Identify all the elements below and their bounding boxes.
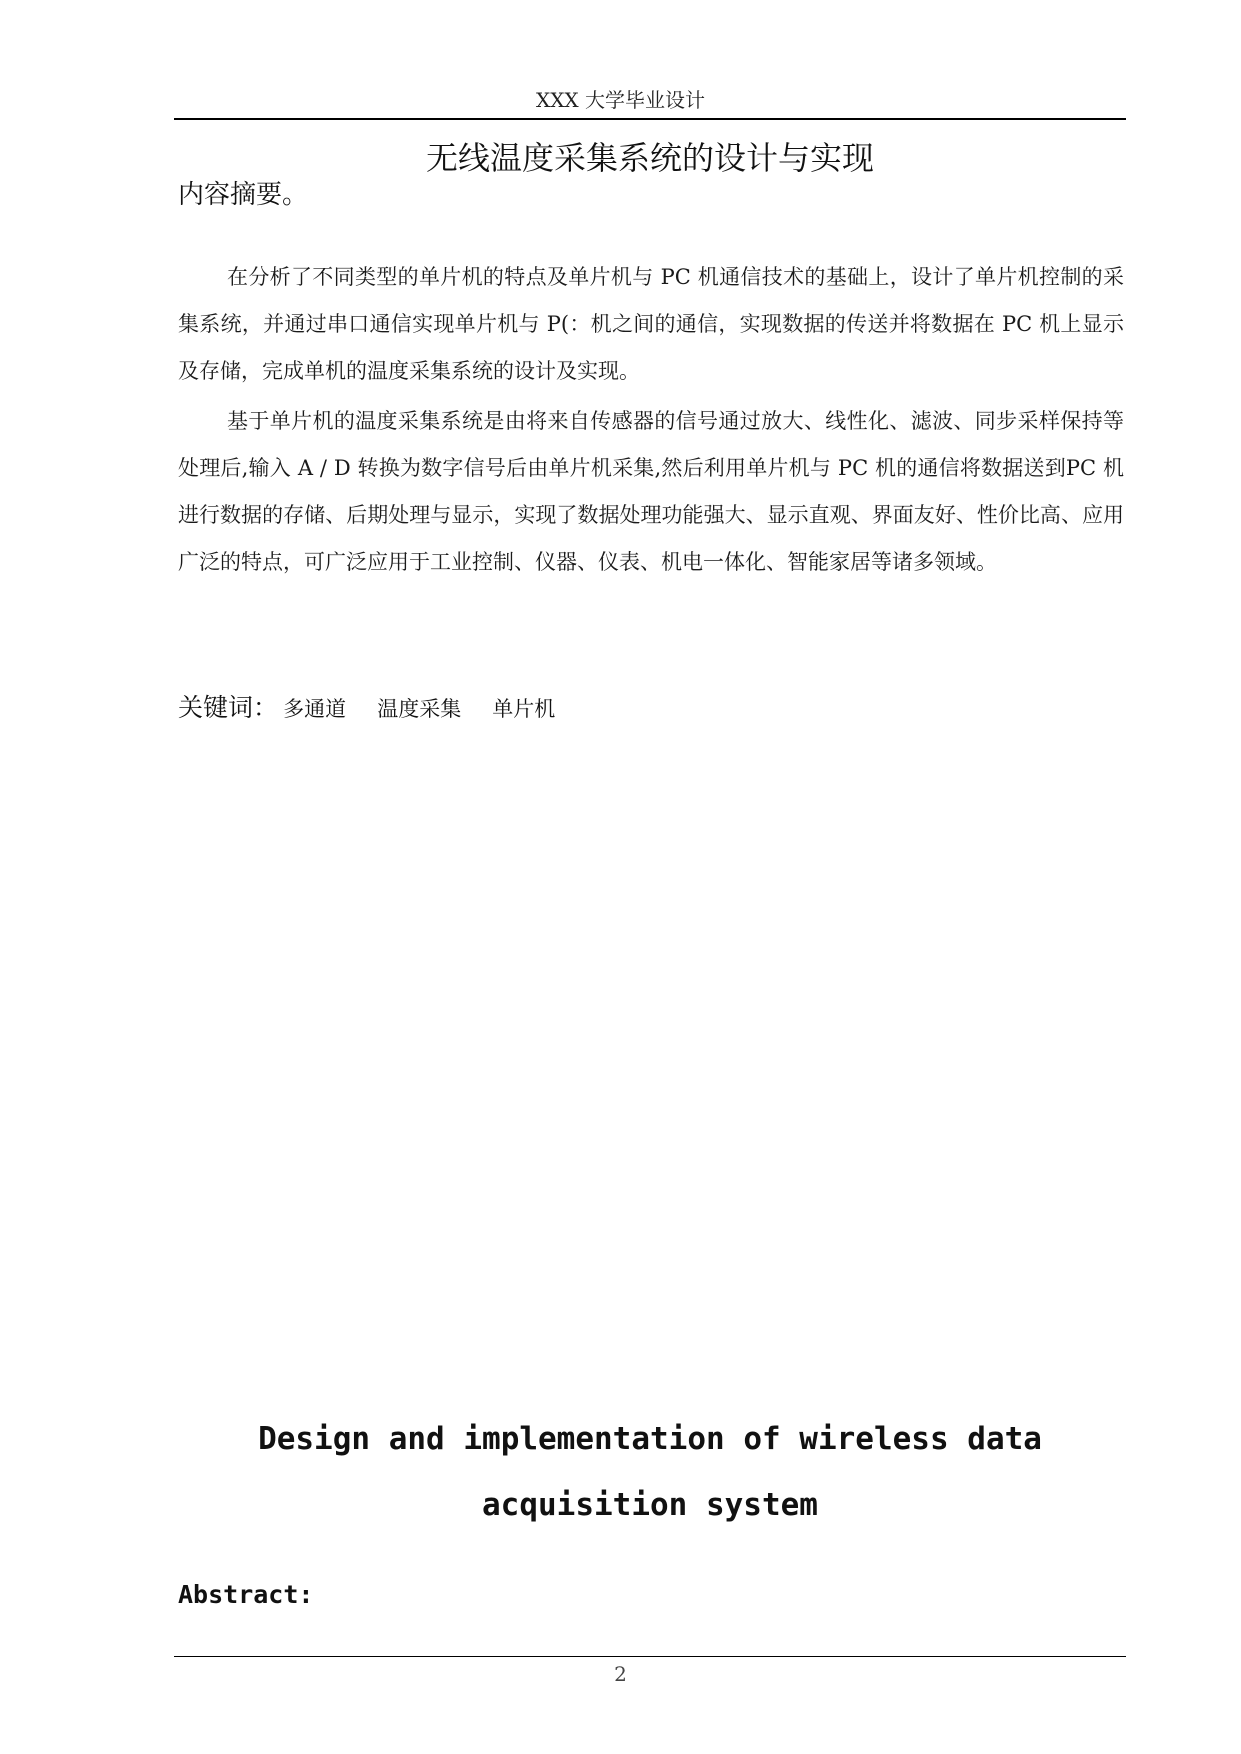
keyword: 温度采集 bbox=[377, 697, 462, 721]
keyword: 单片机 bbox=[492, 697, 556, 721]
abstract-paragraph-1: 在分析了不同类型的单片机的特点及单片机与 PC 机通信技术的基础上，设计了单片机控制的采集系统，并通过串口通信实现单片机与 P(：机之间的通信，实现数据的传送并将数据在 PC 机上显示及存储，完成单机的温度采集系统的设计及实现。 bbox=[178, 265, 1124, 383]
keywords-line bbox=[178, 688, 581, 724]
abstract-label-en: Abstract: bbox=[178, 1580, 314, 1609]
page-header: XXX 大学毕业设计 bbox=[535, 88, 706, 112]
footer-rule bbox=[174, 1656, 1126, 1657]
english-title: Design and implementation of wireless data acquisition system bbox=[258, 1421, 1042, 1523]
abstract-paragraph-2: 基于单片机的温度采集系统是由将来自传感器的信号通过放大、线性化、滤波、同步采样保持等处理后,输入 A / D 转换为数字信号后由单片机采集,然后利用单片机与 PC 机的通信将数据送到PC 机进行数据的存储、后期处理与显示，实现了数据处理功能强大、显示直观、界面友好、性价比高、应用广泛的特点，可广泛应用于工业控制、仪器、仪表、机电一体化、智能家居等诸多领域。 bbox=[178, 409, 1124, 574]
page-number: 2 bbox=[614, 1662, 627, 1686]
keyword: 多通道 bbox=[283, 697, 347, 721]
header-rule bbox=[174, 118, 1126, 120]
abstract-label-cn: 内容摘要。 bbox=[178, 180, 309, 210]
keywords-label: 关键词： bbox=[178, 693, 279, 722]
document-title: 无线温度采集系统的设计与实现 bbox=[425, 139, 874, 177]
